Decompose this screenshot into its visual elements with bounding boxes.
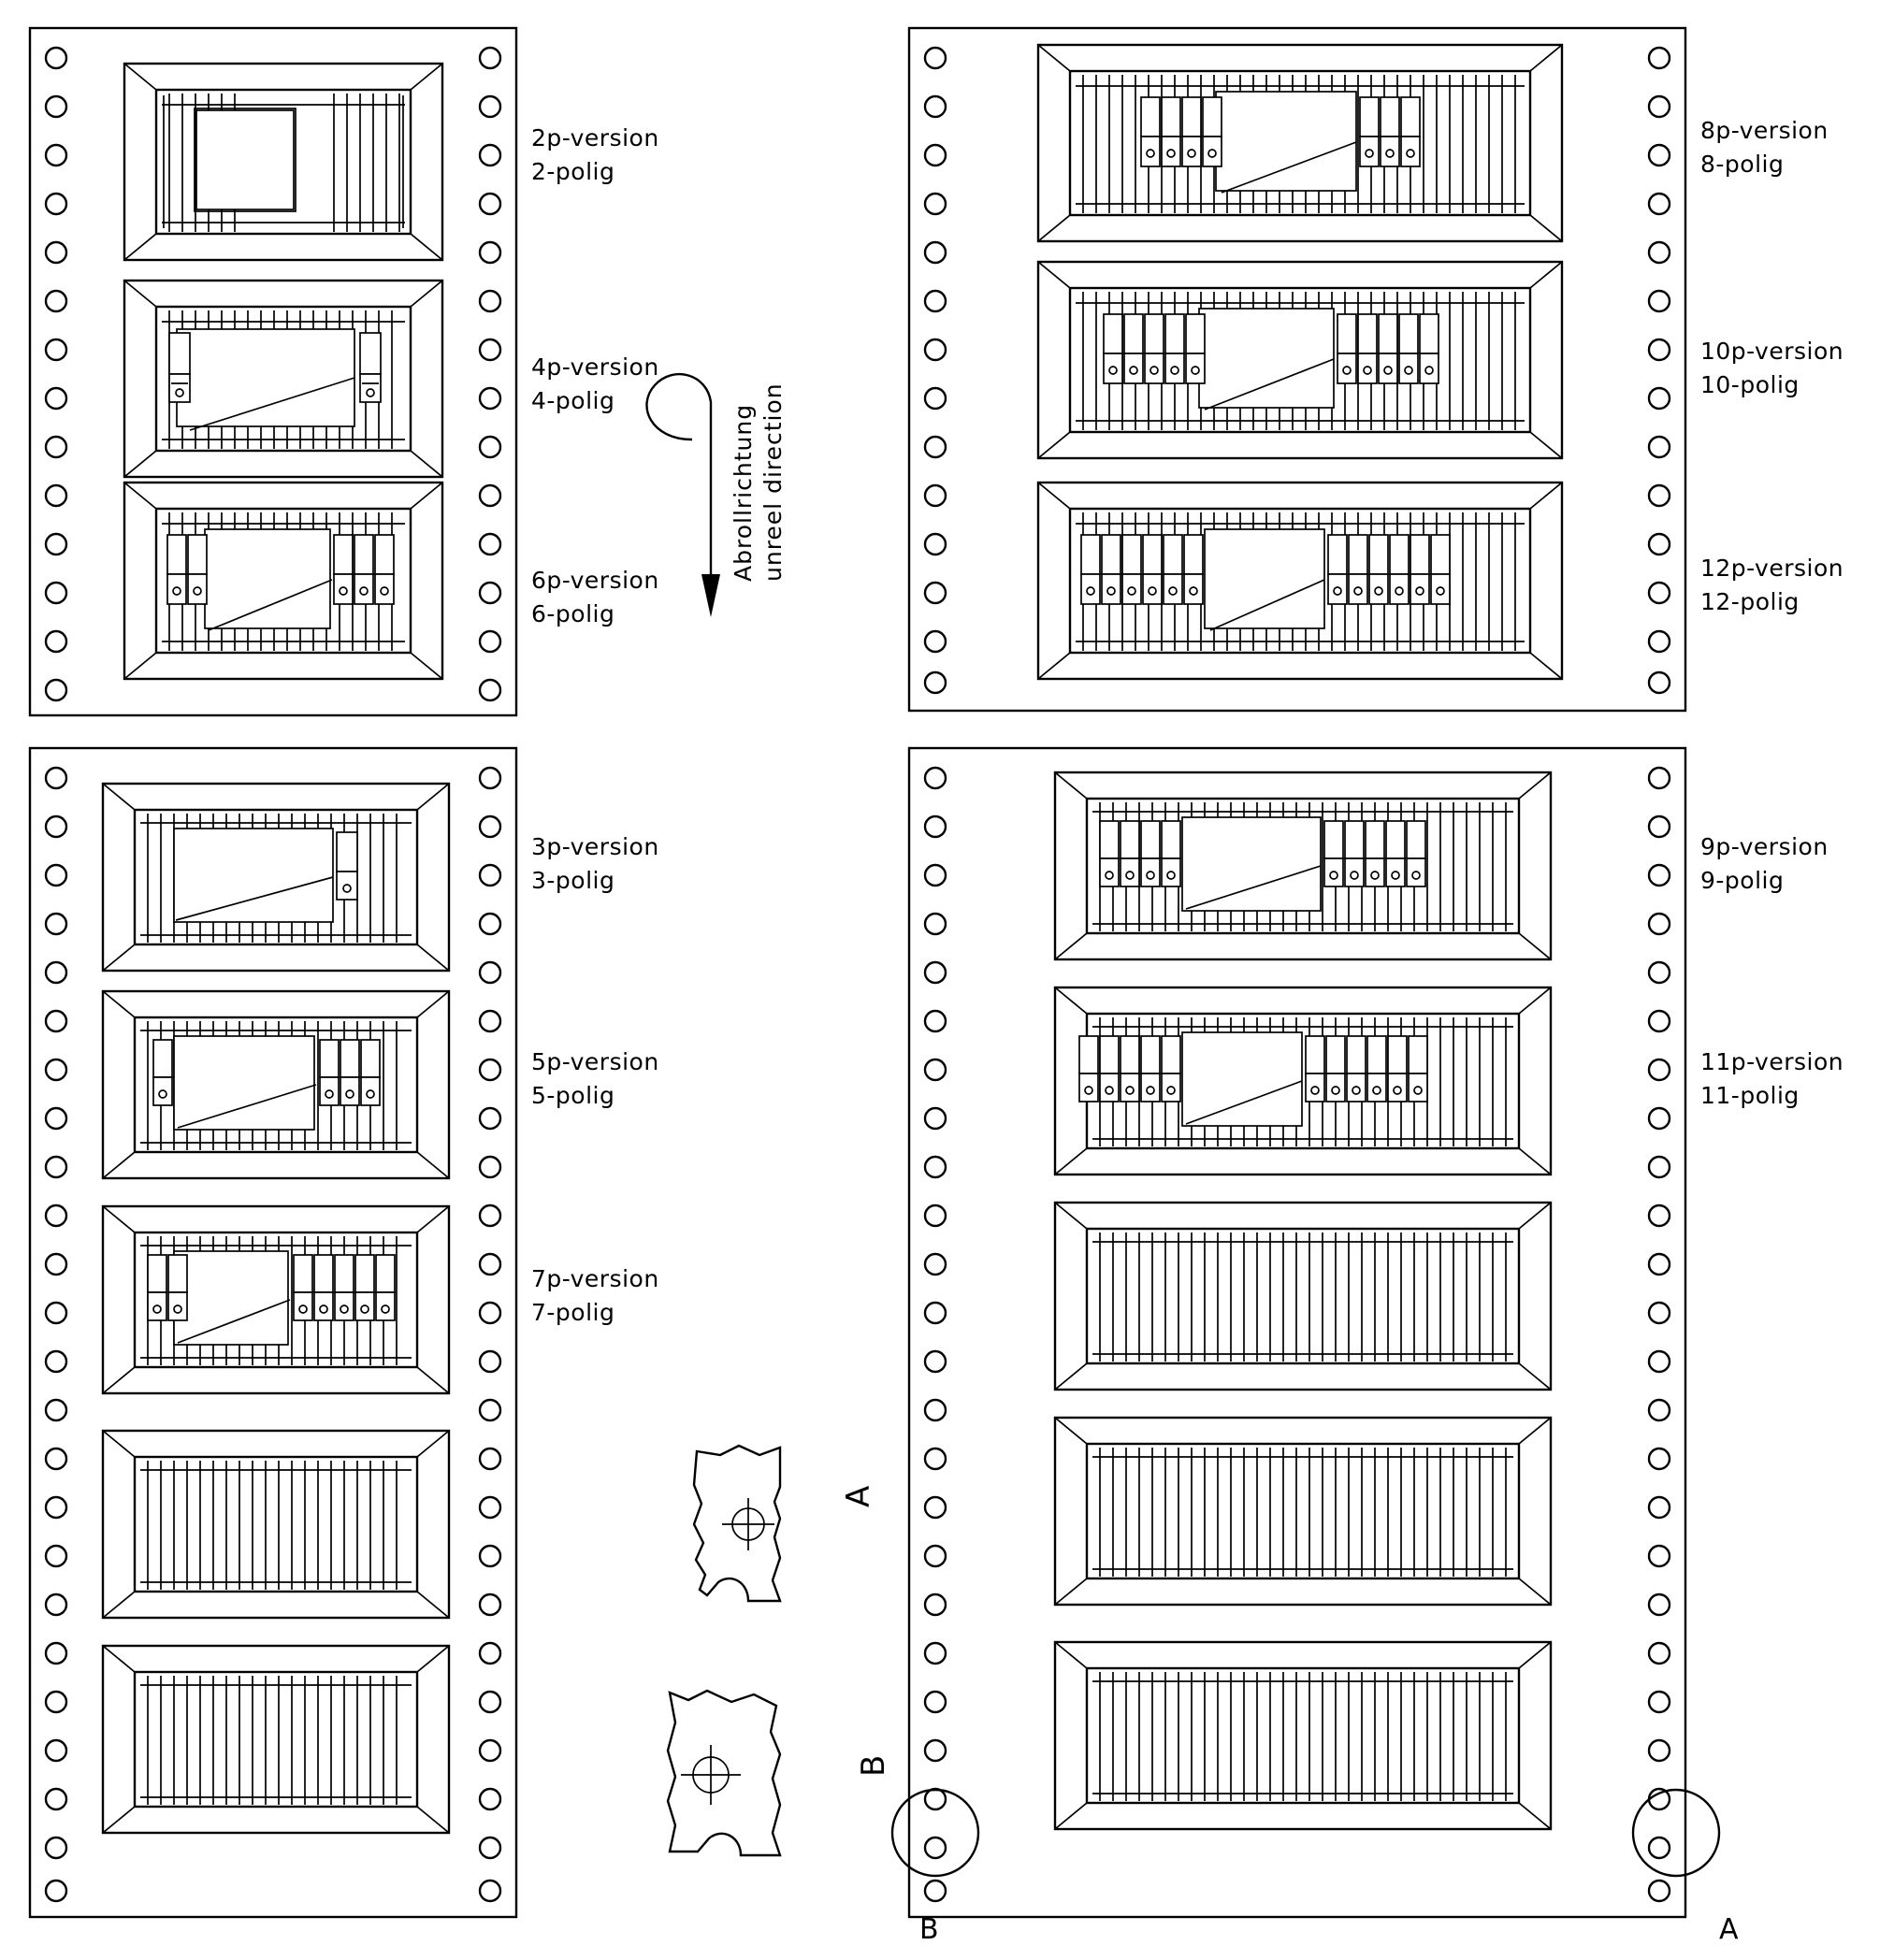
marker-letter-a: A <box>1719 1913 1740 1946</box>
label-4p-version: 4p-version 4-polig <box>531 353 659 415</box>
label-3p-version: 3p-version 3-polig <box>531 833 659 895</box>
tape-strip-top-left <box>30 28 516 715</box>
pocket-empty-right-1 <box>1055 1203 1551 1390</box>
pocket-7p <box>103 1206 449 1393</box>
label-10p-version: 10p-version 10-polig <box>1700 338 1844 399</box>
pocket-12p <box>1038 483 1562 679</box>
tape-strip-bottom-left <box>30 748 516 1917</box>
pocket-5p <box>103 991 449 1178</box>
label-2p-version: 2p-version 2-polig <box>531 124 659 186</box>
pocket-2p <box>124 64 442 260</box>
pocket-9p <box>1055 772 1551 959</box>
label-8p-version: 8p-version 8-polig <box>1700 117 1829 179</box>
label-5p-version: 5p-version 5-polig <box>531 1048 659 1110</box>
label-9p-version: 9p-version 9-polig <box>1700 833 1829 895</box>
label-12p-version: 12p-version 12-polig <box>1700 555 1844 616</box>
detail-letter-a: A <box>840 1485 877 1507</box>
pocket-4p <box>124 281 442 477</box>
unreel-direction-de: Abrollrichtung <box>730 403 757 582</box>
unreel-direction-en: unreel direction <box>759 382 787 582</box>
pocket-empty-left-1 <box>103 1431 449 1618</box>
pocket-10p <box>1038 262 1562 458</box>
marker-letter-b: B <box>919 1913 940 1946</box>
pocket-empty-right-3 <box>1055 1642 1551 1829</box>
label-6p-version: 6p-version 6-polig <box>531 567 659 628</box>
tape-strip-top-right <box>909 28 1685 711</box>
pocket-empty-right-2 <box>1055 1418 1551 1605</box>
label-11p-version: 11p-version 11-polig <box>1700 1048 1844 1110</box>
pocket-8p <box>1038 45 1562 241</box>
pocket-11p <box>1055 987 1551 1175</box>
detail-letter-b: B <box>855 1754 892 1777</box>
pocket-6p <box>124 483 442 679</box>
detail-view-b-shape <box>668 1691 780 1855</box>
label-7p-version: 7p-version 7-polig <box>531 1265 659 1327</box>
pocket-empty-left-2 <box>103 1646 449 1833</box>
tape-strip-bottom-right <box>892 748 1719 1917</box>
detail-view-a-shape <box>694 1446 780 1601</box>
pocket-3p <box>103 784 449 971</box>
